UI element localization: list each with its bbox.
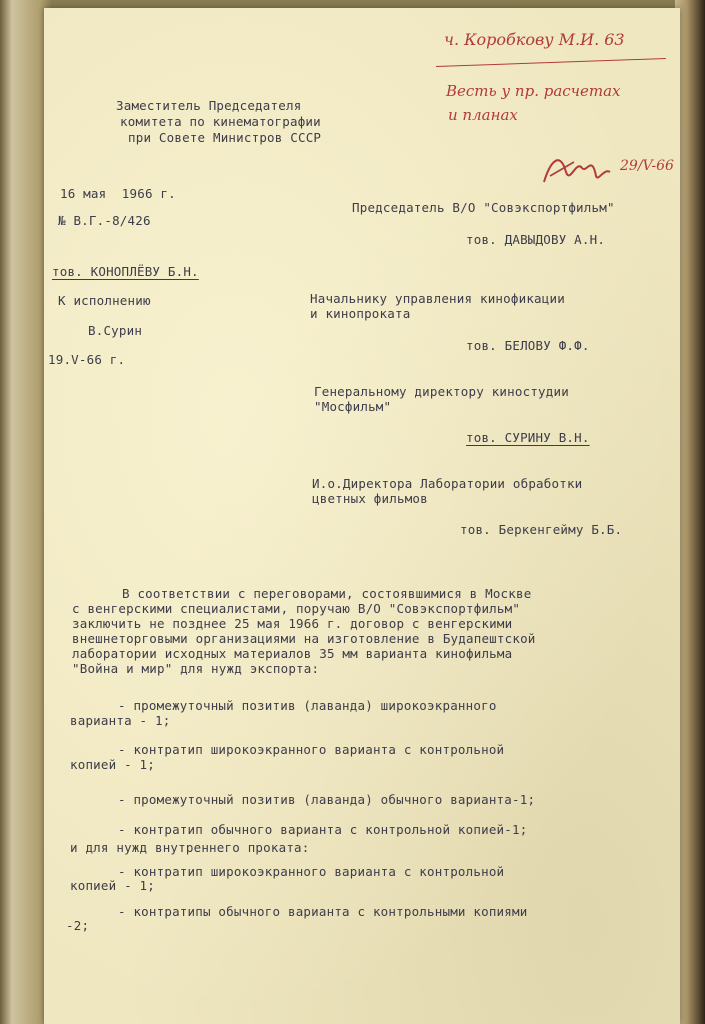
list-item-4-line-2: и для нужд внутреннего проката: [70, 840, 310, 855]
resolution-date: 19.V-66 г. [48, 352, 126, 367]
body-line-1: В соответствии с переговорами, состоявшимися в Москве [122, 586, 532, 601]
document-number: № В.Г.-8/426 [58, 213, 151, 228]
recipient-3-title-1: Генеральному директору киностудии [314, 384, 569, 399]
list-item-5-line-1: - контратип широкоэкранного варианта с контрольной [118, 864, 505, 879]
list-item-6-line-1: - контратипы обычного варианта с контрольными копиями [118, 904, 528, 919]
body-line-5: лаборатории исходных материалов 35 мм варианта кинофильма [72, 646, 513, 661]
body-line-6: "Война и мир" для нужд экспорта: [72, 661, 320, 676]
recipient-4-title-1: И.о.Директора Лаборатории обработки [312, 476, 583, 491]
recipient-3-title-2: "Мосфильм" [314, 399, 392, 414]
list-item-6-line-2: -2; [66, 918, 90, 933]
handwritten-note-line-3: и планах [448, 106, 518, 124]
recipient-4-title-2: цветных фильмов [312, 491, 428, 506]
recipient-3-name: тов. СУРИНУ В.Н. [466, 430, 590, 445]
list-item-3: - промежуточный позитив (лаванда) обычного варианта-1; [118, 792, 536, 807]
body-line-4: внешнеторговыми организациями на изготовление в Будапештской [72, 631, 536, 646]
list-item-4-line-1: - контратип обычного варианта с контрольной копией-1; [118, 822, 528, 837]
list-item-2-line-2: копией - 1; [70, 757, 155, 772]
body-line-3: заключить не позднее 25 мая 1966 г. договор с венгерскими [72, 616, 513, 631]
recipient-4-name: тов. Беркенгейму Б.Б. [460, 522, 623, 537]
list-item-1-line-1: - промежуточный позитив (лаванда) широкоэкранного [118, 698, 497, 713]
recipient-1-title: Председатель В/О "Совэкспортфильм" [352, 200, 615, 215]
list-item-5-line-2: копией - 1; [70, 878, 155, 893]
handwritten-initials-signature [540, 142, 620, 192]
recipient-2-title-2: и кинопроката [310, 306, 411, 321]
header-line-3: при Совете Министров СССР [128, 130, 322, 145]
header-line-2: комитета по кинематографии [120, 114, 321, 129]
recipient-2-title-1: Начальнику управления кинофикации [310, 291, 565, 306]
document-page [44, 8, 680, 1024]
recipient-1-name: тов. ДАВЫДОВУ А.Н. [466, 232, 606, 247]
handwritten-underline [436, 58, 666, 67]
recipient-2-name: тов. БЕЛОВУ Ф.Ф. [466, 338, 590, 353]
handwritten-date: 29/V-66 [620, 158, 674, 174]
handwritten-note-line-1: ч. Коробкову М.И. 63 [444, 30, 625, 49]
body-line-2: с венгерскими специалистами, поручаю В/О "Совэкспортфильм" [72, 601, 521, 616]
header-line-1: Заместитель Председателя [116, 98, 302, 113]
list-item-1-line-2: варианта - 1; [70, 713, 171, 728]
document-date: 16 мая 1966 г. [60, 186, 176, 201]
resolution-addressee: тов. КОНОПЛЁВУ Б.Н. [52, 264, 199, 279]
resolution-signer: В.Сурин [88, 323, 143, 338]
handwritten-note-line-2: Весть у пр. расчетах [446, 82, 621, 100]
resolution-instruction: К исполнению [58, 293, 151, 308]
list-item-2-line-1: - контратип широкоэкранного варианта с контрольной [118, 742, 505, 757]
